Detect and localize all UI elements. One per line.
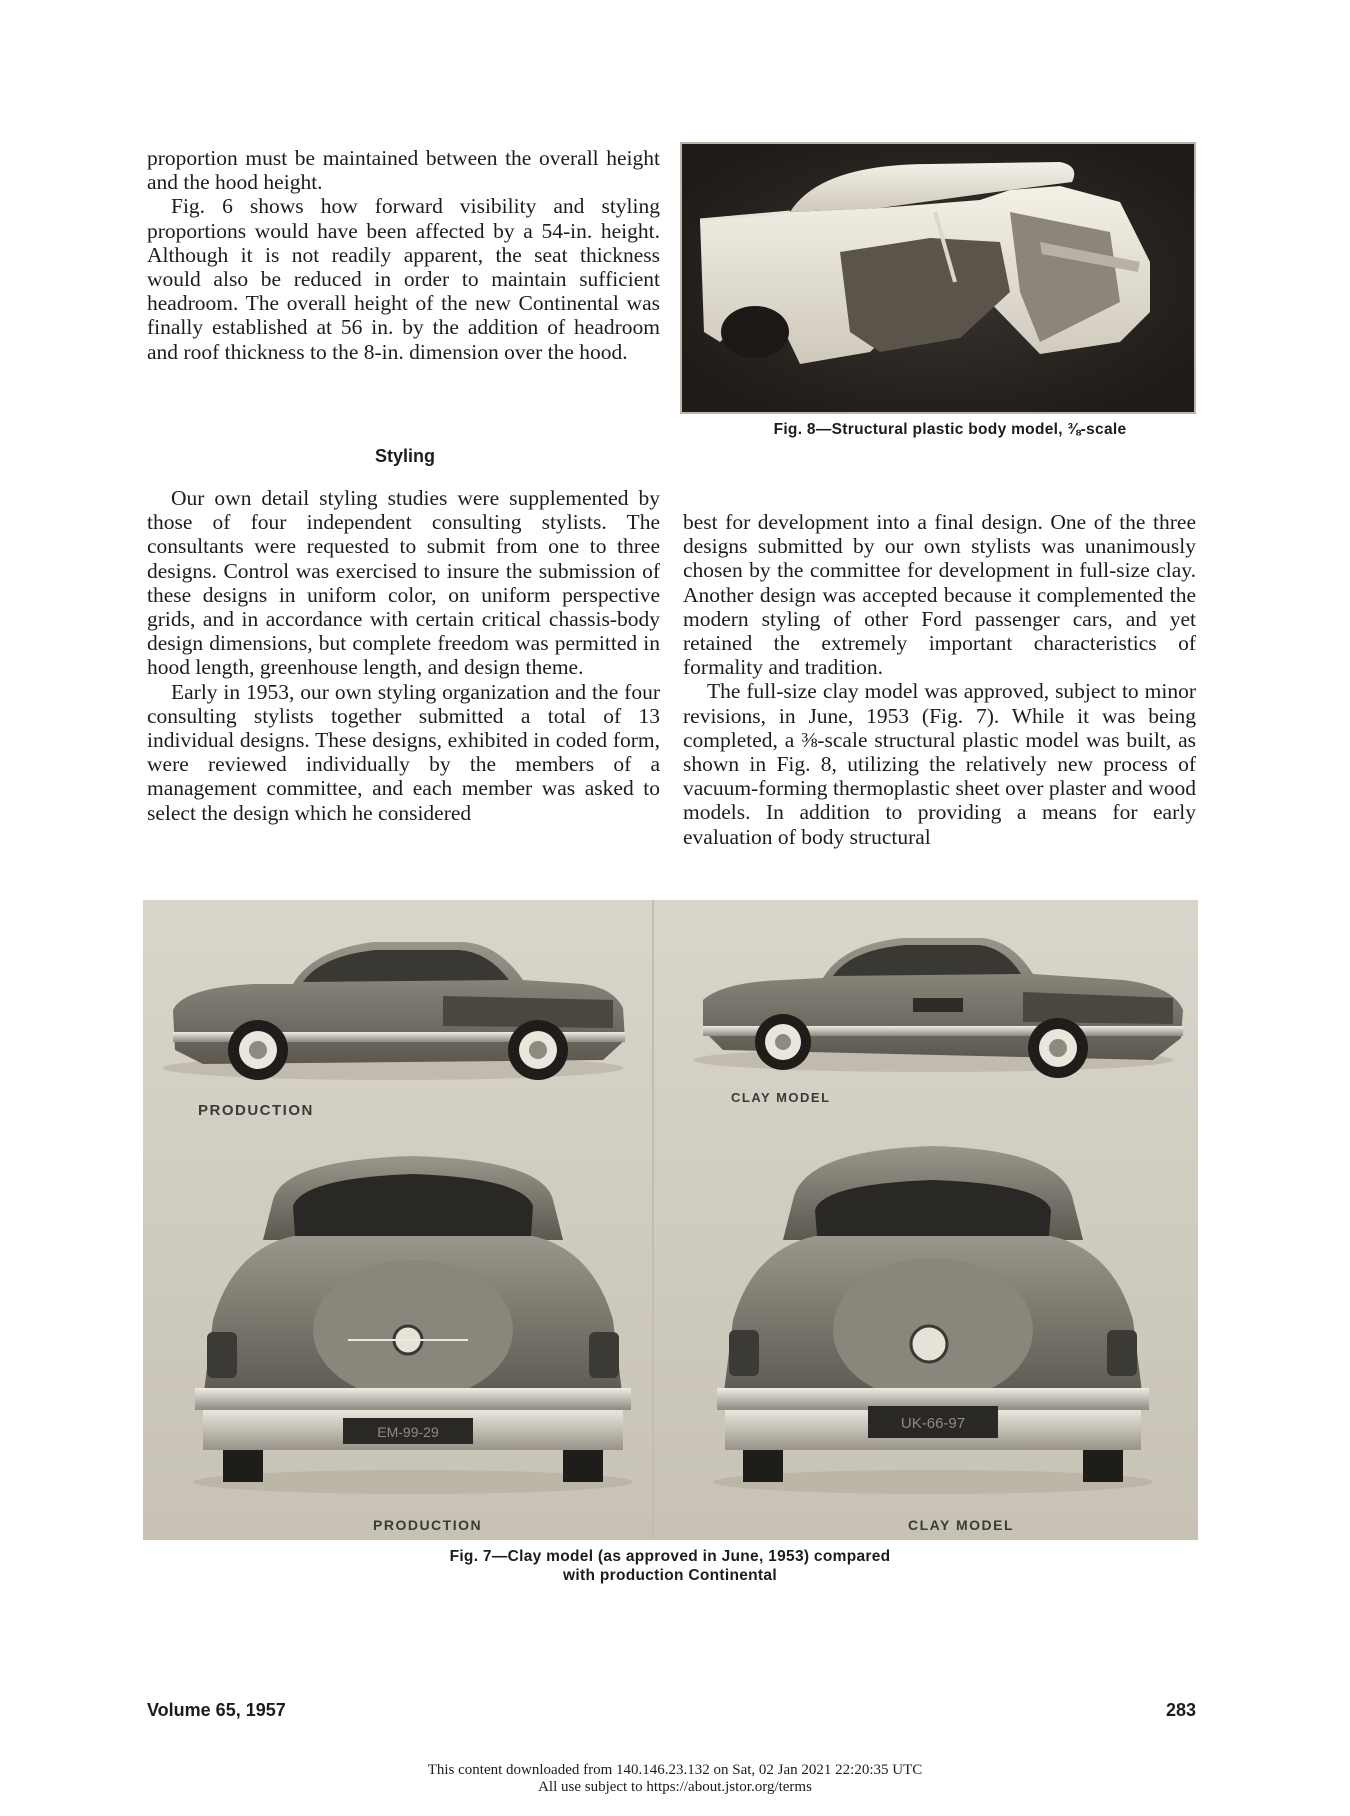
left-column-bottom bbox=[147, 486, 660, 825]
fig7-caption-line1: Fig. 7—Clay model (as approved in June, 1953) compared bbox=[449, 1548, 891, 1565]
paragraph: The full-size clay model was approved, subject to minor revisions, in June, 1953 (Fig. 7). While it was being completed, a ⅜-scale structural plastic model was built, as shown in Fig. 8, utilizing the relatively new process of vacuum-forming thermoplastic sheet over plaster and wood models. In addition to providing a means for early evaluation of body structural bbox=[683, 679, 1196, 849]
label-clay-model-bottom: CLAY MODEL bbox=[908, 1517, 1015, 1533]
jstor-download-line: This content downloaded from 140.146.23.132 on Sat, 02 Jan 2021 22:20:35 UTC bbox=[427, 1762, 923, 1778]
paragraph: Our own detail styling studies were supplemented by those of four independent consulting stylists. The consultants were requested to submit from one to three designs. Control was exercised to insure the submission of these designs in uniform color, on uniform perspective grids, and in accordance with certain critical chassis-body design dimensions, but complete freedom was permitted in hood length, greenhouse length, and design theme. bbox=[147, 486, 660, 680]
car-comparison-illustration bbox=[143, 900, 1198, 1540]
plate-text: UK-66-97 bbox=[900, 1415, 966, 1432]
plastic-body-model-illustration bbox=[680, 142, 1196, 414]
fig8-caption: Fig. 8—Structural plastic body model, ⅜-scale bbox=[773, 421, 1127, 438]
paragraph: best for development into a final design. One of the three designs submitted by our own stylists was unanimously chosen by the committee for development in full-size clay. Another design was accepted because it complemented the modern styling of other Ford passenger cars, and yet retained the extremely important characteristics of formality and tradition. bbox=[683, 510, 1196, 680]
left-column-top bbox=[147, 146, 660, 364]
paragraph: Early in 1953, our own styling organization and the four consulting stylists together submitted a total of 13 individual designs. These designs, exhibited in coded form, were reviewed individually by the members of a management committee, and each member was asked to select the design which he considered bbox=[147, 679, 660, 825]
fig7-photo bbox=[143, 900, 1198, 1540]
fig8-photo bbox=[680, 142, 1196, 414]
right-column bbox=[683, 510, 1196, 849]
label-clay-model-top: CLAY MODEL bbox=[731, 1090, 831, 1105]
paragraph: Fig. 6 shows how forward visibility and styling proportions would have been affected by a 54-in. height. Although it is not readily apparent, the seat thickness would also be reduced in order to maintain sufficient headroom. The overall height of the new Continental was finally established at 56 in. by the addition of headroom and roof thickness to the 8-in. dimension over the hood. bbox=[147, 194, 660, 364]
paragraph: proportion must be maintained between the overall height and the hood height. bbox=[147, 146, 660, 195]
jstor-terms-line: All use subject to https://about.jstor.org/terms bbox=[538, 1779, 812, 1795]
page-number: 283 bbox=[1165, 1700, 1196, 1720]
fig7-caption bbox=[370, 1547, 970, 1585]
label-production-bottom: PRODUCTION bbox=[373, 1517, 483, 1533]
label-production-top: PRODUCTION bbox=[198, 1102, 314, 1119]
section-heading: Styling bbox=[374, 446, 435, 466]
jstor-notice bbox=[0, 1762, 1350, 1796]
volume-label: Volume 65, 1957 bbox=[147, 1700, 286, 1720]
plate-text: EM-99-29 bbox=[377, 1424, 439, 1440]
fig7-caption-line2: with production Continental bbox=[563, 1567, 777, 1584]
